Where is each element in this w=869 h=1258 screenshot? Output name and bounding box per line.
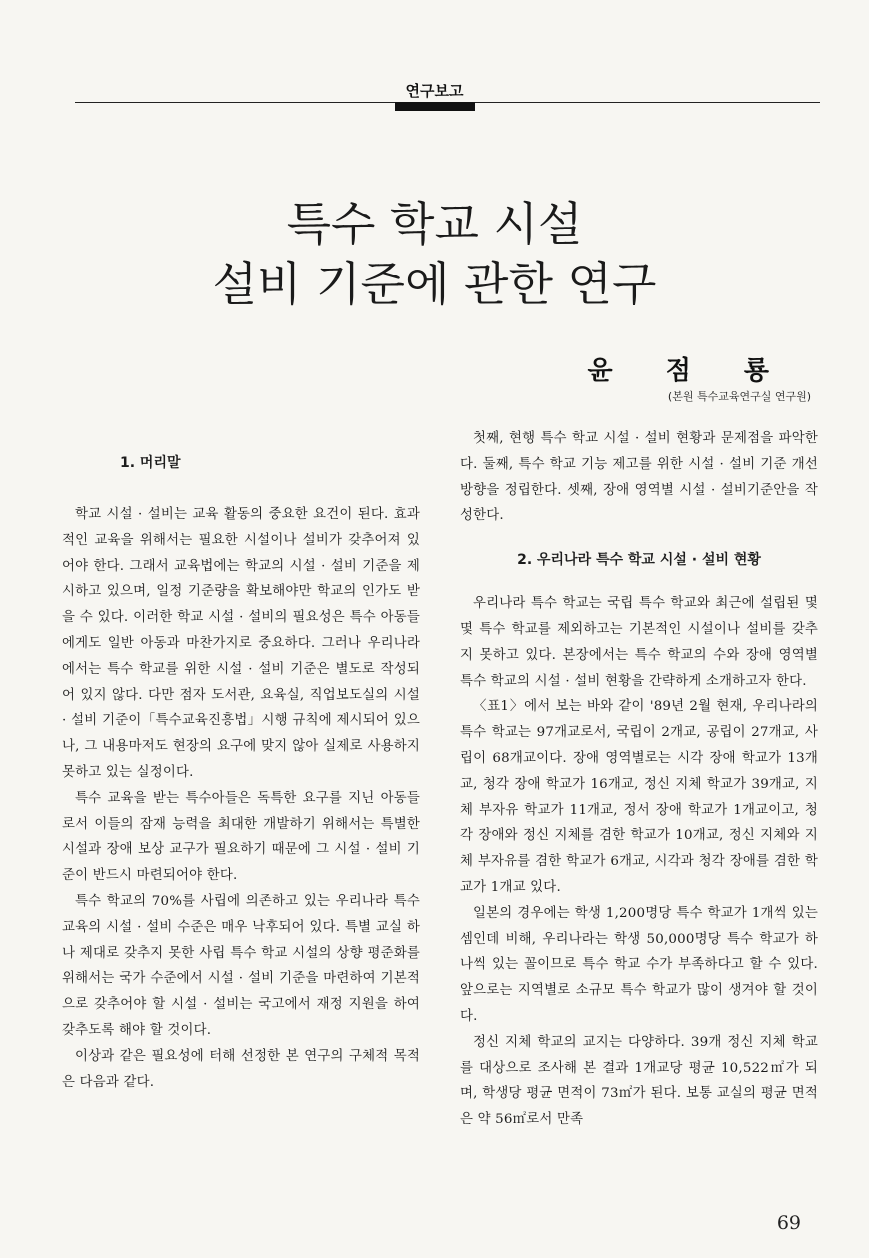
author-name: 윤 점 룡 (587, 356, 791, 386)
article-title-line1: 특수 학교 시설 (286, 197, 583, 251)
body-paragraph: 〈표1〉에서 보는 바와 같이 '89년 2월 현재, 우리나라의 특수 학교는 97개교로서, 국립이 2개교, 공립이 27개교, 사립이 68개교이다. 장애 영역별로는 시각 장애 학교가 13개교, 청각 장애 학교가 16개교, 정신 지체 학교가 39개교, 지체 부자유 학교가 11개교, 정서 장애 학교가 1개교이고, 청각 장애와 정신 지체를 겸한 학교가 10개교, 정신 지체와 지체 부자유를 겸한 학교가 6개교, 시각과 청각 장애를 겸한 학교가 1개교 있다. (460, 699, 818, 895)
body-paragraph: 학교 시설 · 설비는 교육 활동의 중요한 요건이 된다. 효과적인 교육을 위해서는 필요한 시설이나 설비가 갖추어져 있어야 한다. 그래서 교육법에는 학교의 시설 · 설비 기준을 제시하고 있으며, 일정 기준량을 확보해야만 학교의 인가도 받을 수 있다. 이러한 학교 시설 · 설비의 필요성은 특수 아동들에게도 일반 아동과 마찬가지로 중요하다. 그러나 우리나라에서는 특수 학교를 위한 시설 · 설비 기준은 별도로 작성되어 있지 않다. 다만 점자 도서관, 요육실, 직업보도실의 시설 · 설비 기준이「특수교육진흥법」시행 규칙에 제시되어 있으나, 그 내용마저도 현장의 요구에 맞지 않아 실제로 사용하지 못하고 있는 실정이다. (62, 507, 420, 780)
body-paragraph: 첫째, 현행 특수 학교 시설 · 설비 현황과 문제점을 파악한다. 둘째, 특수 학교 기능 제고를 위한 시설 · 설비 기준 개선 방향을 정립한다. 셋째, 장애 영역별 시설 · 설비기준안을 작성한다. (460, 431, 818, 524)
body-paragraph: 특수 학교의 70%를 사립에 의존하고 있는 우리나라 특수 교육의 시설 · 설비 수준은 매우 낙후되어 있다. 특별 교실 하나 제대로 갖추지 못한 사립 특수 학교 시설의 상향 평준화를 위해서는 국가 수준에서 시설 · 설비 기준을 마련하여 기본적으로 갖추어야 할 시설 · 설비는 국고에서 재정 지원을 하여 갖추도록 해야 할 것이다. (62, 893, 420, 1038)
left-column (62, 426, 420, 1095)
right-column (460, 426, 818, 1133)
body-paragraph: 특수 교육을 받는 특수아들은 독특한 요구를 지닌 아동들로서 이들의 잠재 능력을 최대한 개발하기 위해서는 특별한 시설과 장애 보상 교구가 필요하기 때문에 그 시설 · 설비 기준이 반드시 마련되어야 한다. (62, 790, 420, 884)
section-label: 연구보고 (405, 82, 464, 100)
article-title-line2: 설비 기준에 관한 연구 (212, 257, 657, 311)
page-number: 69 (776, 1212, 801, 1234)
section-heading-status: 2. 우리나라 특수 학교 시설 · 설비 현황 (517, 552, 761, 569)
body-paragraph: 이상과 같은 필요성에 터해 선정한 본 연구의 구체적 목적은 다음과 같다. (62, 1048, 420, 1090)
body-paragraph: 정신 지체 학교의 교지는 다양하다. 39개 정신 지체 학교를 대상으로 조사해 본 결과 1개교당 평균 10,522㎡가 되며, 학생당 평균 면적이 73㎡가 된다. 보통 교실의 평균 면적은 약 56㎡로서 만족 (460, 1034, 818, 1128)
body-paragraph: 일본의 경우에는 학생 1,200명당 특수 학교가 1개씩 있는 셈인데 비해, 우리나라는 학생 50,000명당 특수 학교가 하나씩 있는 꼴이므로 특수 학교 수가 부족하다고 할 수 있다. 앞으로는 지역별로 소규모 특수 학교가 많이 생겨야 할 것이다. (460, 905, 818, 1024)
header-bar (395, 102, 475, 111)
body-paragraph: 우리나라 특수 학교는 국립 특수 학교와 최근에 설립된 몇몇 특수 학교를 제외하고는 기본적인 시설이나 설비를 갖추지 못하고 있다. 본장에서는 특수 학교의 수와 장애 영역별 특수 학교의 시설 · 설비 현황을 간략하게 소개하고자 한다. (460, 596, 818, 689)
section-heading-intro: 1. 머리말 (120, 455, 181, 471)
author-affiliation: (본원 특수교육연구실 연구원) (667, 390, 811, 403)
